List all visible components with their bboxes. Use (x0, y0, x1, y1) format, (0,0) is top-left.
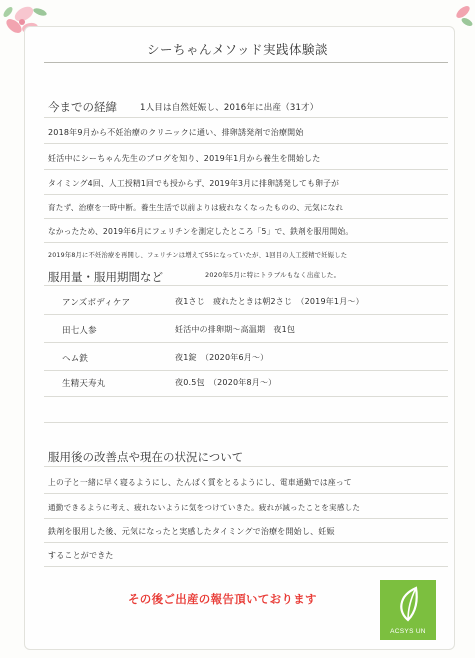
dosage-row-detail: 夜0.5包 （2020年8月〜） (175, 378, 277, 387)
line-rule (44, 117, 448, 118)
history-footnote: 2020年5月に特にトラブルもなく出産した。 (205, 271, 341, 279)
dosage-row-name: ヘム鉄 (62, 354, 89, 364)
line-rule (44, 218, 448, 219)
line-rule (44, 370, 448, 371)
page-title: シーちゃんメソッド実践体験談 (146, 42, 328, 57)
history-line-2: 妊活中にシーちゃん先生のブログを知り、2019年1月から養生を開始した (48, 154, 321, 163)
brand-logo (380, 580, 436, 640)
divider (44, 62, 448, 63)
dosage-row-name: アンズボディケア (62, 298, 131, 308)
line-rule (44, 542, 448, 543)
after-line-1: 上の子と一緒に早く寝るようにし、たんぱく質をとるようにし、電車通勤では座って (48, 478, 352, 487)
dosage-row-name: 生精天寿丸 (62, 379, 106, 389)
history-heading: 今までの経緯 (48, 100, 117, 114)
history-heading-note: 1人目は自然妊娠し、2016年に出産（31才） (140, 103, 319, 113)
dosage-row-name: 田七人参 (62, 326, 97, 336)
line-rule (44, 342, 448, 343)
dosage-row-detail: 妊活中の排卵期〜高温期 夜1包 (175, 325, 296, 334)
dosage-heading: 服用量・服用期間など (48, 270, 163, 284)
history-line-1: 2018年9月から不妊治療のクリニックに通い、排卵誘発剤で治療開始 (48, 128, 304, 137)
dosage-row-detail: 夜1錠 （2020年6月〜） (175, 353, 269, 362)
history-line-6: 2019年8月に不妊治療を再開し、フェリチンは増えて55になっていたが、1回目の人工授精で妊娠した (48, 252, 348, 259)
line-rule (44, 285, 448, 286)
after-heading: 服用後の改善点や現在の状況について (48, 450, 244, 464)
logo-text: ACSYS UN (390, 628, 426, 635)
line-rule (44, 518, 448, 519)
leaf-logo-icon (394, 586, 422, 622)
history-line-3: タイミング4回、人工授精1回でも授からず、2019年3月に排卵誘発しても卵子が (48, 179, 340, 188)
history-line-4: 育たず、治療を一時中断。養生生活で以前よりは疲れなくなったものの、元気になれ (48, 203, 344, 212)
line-rule (44, 242, 448, 243)
line-rule (44, 422, 448, 423)
line-rule (44, 314, 448, 315)
line-rule (44, 466, 448, 467)
line-rule (44, 194, 448, 195)
line-rule (44, 493, 448, 494)
line-rule (44, 143, 448, 144)
line-rule (44, 566, 448, 567)
dosage-row-detail: 夜1さじ 疲れたときは朝2さじ （2019年1月〜） (175, 297, 364, 306)
promo-text: その後ご出産の報告頂いております (128, 592, 317, 606)
line-rule (44, 396, 448, 397)
after-line-4: することができた (48, 551, 114, 560)
history-line-5: なかったため、2019年6月にフェリチンを測定したところ「5」で、鉄剤を服用開始。 (48, 227, 354, 236)
line-rule (44, 169, 448, 170)
after-line-3: 鉄剤を服用した後、元気になったと実感したタイミングで治療を開始し、妊娠 (48, 527, 335, 536)
after-line-2: 通勤できるように考え、疲れないように気をつけていきた。疲れが減ったことを実感した (48, 503, 361, 512)
